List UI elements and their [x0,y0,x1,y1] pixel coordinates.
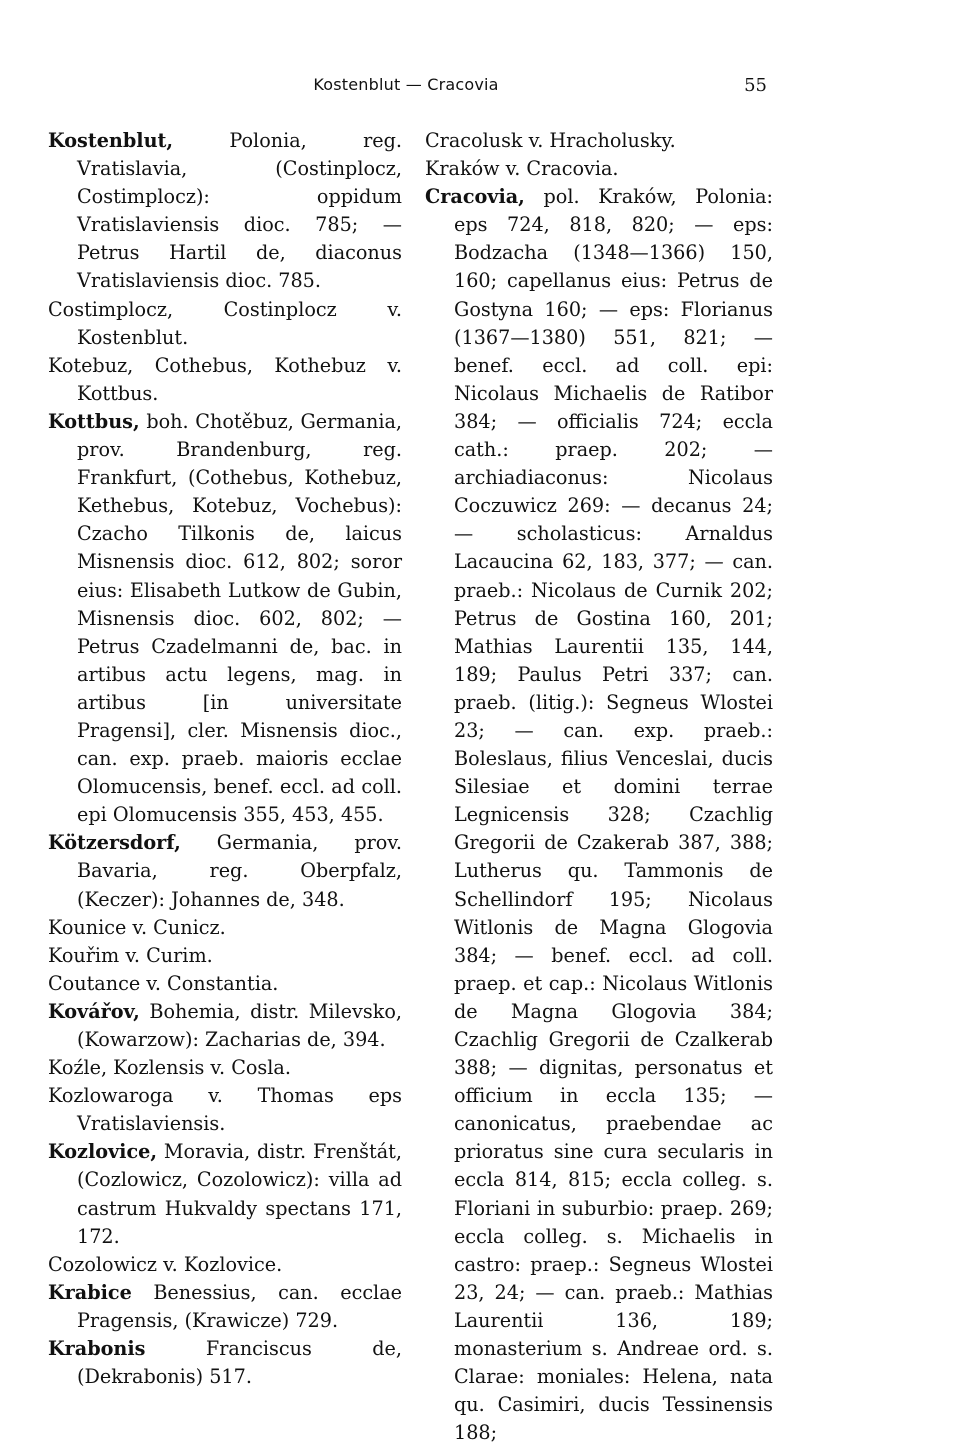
entry-headword: Kovářov, [48,999,140,1023]
entry-text: Kotebuz, Cothebus, Kothebuz v. Kottbus. [48,353,402,405]
entry-text: Kouřim v. Curim. [48,943,213,967]
dictionary-entry [48,1335,402,1391]
entry-text: Coutance v. Constantia. [48,971,279,995]
right-column [425,127,773,1447]
entry-headword: Kozlovice, [48,1140,158,1164]
dictionary-entry [425,127,773,155]
dictionary-entry [425,155,773,183]
entry-text: Koźle, Kozlensis v. Cosla. [48,1056,291,1080]
dictionary-entry [48,127,402,296]
dictionary-entry [48,1279,402,1335]
dictionary-entry [48,1138,402,1250]
dictionary-entry [48,829,402,913]
entry-text: Kounice v. Cunicz. [48,915,226,939]
dictionary-entry [48,408,402,829]
entry-headword: Cracovia, [425,185,525,209]
entry-text: Bohemia, distr. Milevsko, (Kowarzow): Zacharias de, 394. [77,999,402,1051]
entry-text: boh. Chotěbuz, Germania, prov. Brandenburg, reg. Frankfurt, (Cothebus, Kothebuz, Kethebus, Kotebuz, Vochebus): Czacho Tilkonis de, laicus Misnensis dioc. 612, 802; soror eius: Elisabeth Lutkow de Gubin, Misnensis dioc. 602, 802; — Petrus Czadelmanni de, bac. in artibus actu legens, mag. in artibus [in universitate Pragensi], cler. Misnensis dioc., can. exp. praeb. maioris ecclae Olomucensis, benef. eccl. ad coll. epi Olomucensis 355, 453, 455. [77,409,402,827]
dictionary-entry [48,1082,402,1138]
entry-headword: Kötzersdorf, [48,831,181,855]
dictionary-entry [48,352,402,408]
entry-headword: Kottbus, [48,409,140,433]
entry-text: Benessius, can. ecclae Pragensis, (Krawicze) 729. [77,1280,402,1332]
dictionary-entry [48,1251,402,1279]
dictionary-entry [48,296,402,352]
page-number: 55 [744,75,767,96]
entry-text: Moravia, distr. Frenštát, (Cozlowicz, Cozolowicz): villa ad castrum Hukvaldy spectans 171, 172. [77,1140,402,1248]
running-head [0,75,960,103]
entry-text: Costimplocz, Costinplocz v. Kostenblut. [48,297,402,349]
entry-headword: Kostenblut, [48,129,174,152]
dictionary-entry [425,183,773,1447]
running-head-title: Kostenblut — Cracovia [313,75,499,94]
dictionary-entry [48,942,402,970]
entry-text: Kozlowaroga v. Thomas eps Vratislaviensis. [48,1084,402,1136]
entry-text: Cozolowicz v. Kozlovice. [48,1252,283,1276]
dictionary-entry [48,970,402,998]
entry-text: Franciscus de, (Dekrabonis) 517. [77,1337,402,1389]
left-column [48,127,402,1391]
entry-headword: Krabice [48,1280,132,1304]
entry-text: Germania, prov. Bavaria, reg. Oberpfalz, (Keczer): Johannes de, 348. [77,831,402,911]
entry-text: Polonia, reg. Vratislavia, (Costinplocz, Costimplocz): oppidum Vratislaviensis dioc. 785; — Petrus Hartil de, diaconus Vratislaviensis dioc. 785. [77,129,402,293]
dictionary-entry [48,998,402,1054]
entry-text: Cracolusk v. Hracholusky. [425,129,676,152]
entry-headword: Krabonis [48,1337,146,1361]
dictionary-entry [48,1054,402,1082]
entry-text: Kraków v. Cracovia. [425,157,619,181]
entry-text: pol. Kraków, Polonia: eps 724, 818, 820; — eps: Bodzacha (1348—1366) 150, 160; capellanus eius: Petrus de Gostyna 160; — eps: Florianus (1367—1380) 551, 821; — benef. eccl. ad coll. epi: Nicolaus Michaelis de Ratibor 384; — officialis 724; eccla cath.: praep. 202; — archiadiaconus: Nicolaus Coczuwicz 269: — decanus 24; — scholasticus: Arnaldus Lacaucina 62, 183, 377; — can. praeb.: Nicolaus de Curnik 202; Petrus de Gostina 160, 201; Mathias Laurentii 135, 144, 189; Paulus Petri 337; can. praeb. (litig.): Segneus Wlostei 23; — can. exp. praeb.: Boleslaus, filius Venceslai, ducis Silesiae et domini terrae Legnicensis 328; Czachlig Gregorii de Czakerab 387, 388; Lutherus qu. Tammonis de Schellindorf 195; Nicolaus Witlonis de Magna Glogovia 384; — benef. eccl. ad coll. praep. et cap.: Nicolaus Witlonis de Magna Glogovia 384; Czachlig Gregorii de Czalkerab 388; — dignitas, personatus et officium in eccla 135; — canonicatus, praebendae ac prioratus sine cura secularis in eccla 814, 815; eccla colleg. s. Floriani in suburbio: praep. 269; eccla colleg. s. Michaelis in castro: praep.: Segneus Wlostei 23, 24; — can. praeb.: Mathias Laurentii 136, 189; monasterium s. Andreae ord. s. Clarae: moniales: Helena, nata qu. Casimiri, ducis Tessinensis 188; [454,185,773,1445]
dictionary-entry [48,914,402,942]
